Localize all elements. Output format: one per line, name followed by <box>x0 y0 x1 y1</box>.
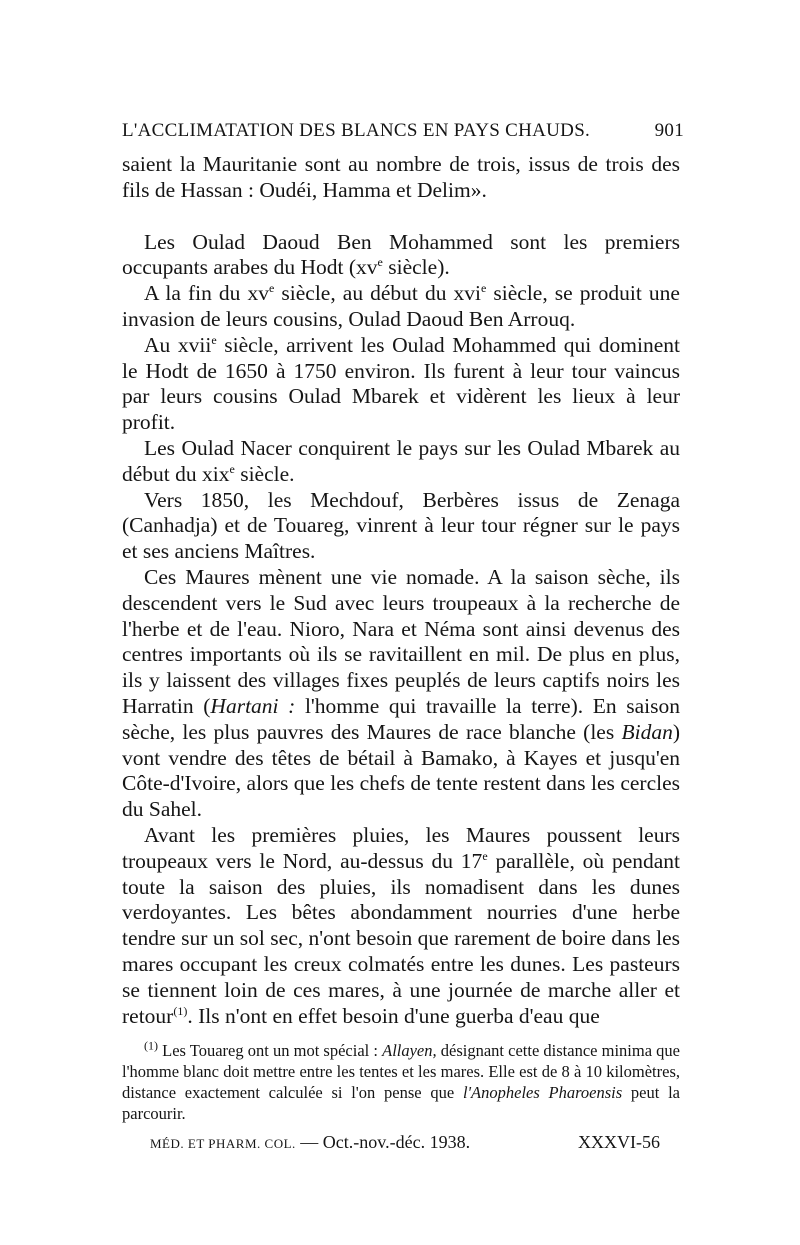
running-title: L'ACCLIMATATION DES BLANCS EN PAYS CHAUDS. <box>122 120 591 141</box>
paragraph-2-text: Les Oulad Daoud Ben Mohammed sont les premiers occupants arabes du Hodt (xv <box>122 229 680 280</box>
footnote-text-a: Les Touareg ont un mot spécial : <box>158 1041 383 1060</box>
italic-allayen: Allayen, <box>382 1041 437 1060</box>
italic-bidan: Bidan <box>621 719 673 744</box>
footnote-1 <box>122 1040 680 1124</box>
superscript: e <box>482 848 488 863</box>
paragraph-3-text-a: A la fin du xv <box>144 281 269 306</box>
footnote-text-c: peut la parcourir. <box>122 1083 680 1123</box>
paragraph-6-text: Vers 1850, les Mechdouf, Berbères issus de Zenaga (Canhadja) et de Touareg, vinrent à leur tour régner sur le pays et ses anciens Maîtres. <box>122 487 680 564</box>
paragraph-7-text-a: Ces Maures mènent une vie nomade. A la saison sèche, ils descendent vers le Sud avec leurs troupeaux à la recherche de l'herbe et de l'eau. Nioro, Nara et Néma sont ainsi devenus des centres importants où ils se ravitaillent en mil. De plus en plus, ils y laissent des villages fixes peuplés de leurs captifs noirs les Harratin ( <box>122 564 680 718</box>
footnote-marker: (1) <box>144 1038 158 1053</box>
running-header <box>122 120 684 142</box>
paragraph-7-text-c: ) vont vendre des têtes de bétail à Bamako, à Kayes et jusqu'en Côte-d'Ivoire, alors que les chefs de tente restent dans les cercles du Sahel. <box>122 719 680 822</box>
footnotes <box>122 1040 680 1124</box>
footer-date: Oct.-nov.-déc. 1938. <box>322 1132 471 1152</box>
paragraph-3 <box>122 281 680 333</box>
paragraph-2-end: siècle). <box>382 255 450 280</box>
paragraph-8-text-c: . Ils n'ont en effet besoin d'une guerba d'eau que <box>187 1003 600 1028</box>
paragraph-5-text-a: Les Oulad Nacer conquirent le pays sur les Oulad Mbarek au début du xix <box>122 435 680 486</box>
page-footer <box>150 1132 660 1153</box>
paragraph-4-text-b: siècle, arrivent les Oulad Mohammed qui dominent le Hodt de 1650 à 1750 environ. Ils furent à leur tour vaincus par leurs cousins Oulad Mbarek et vidèrent les lieux à leur profit. <box>122 332 680 435</box>
paragraph-7 <box>122 565 680 823</box>
body-text <box>122 152 680 1029</box>
paragraph-3-text-b: siècle, au début du xvi <box>274 281 482 306</box>
footnote-text-b: désignant cette distance minima que l'homme blanc doit mettre entre les tentes et les mares. Elle est de 8 à 10 kilomètres, distance exactement calculée si l'on pense que <box>122 1041 681 1102</box>
footer-journal: MÉD. ET PHARM. COL. <box>150 1136 296 1151</box>
superscript: e <box>211 332 217 347</box>
paragraph-8-text-a: Avant les premières pluies, les Maures poussent leurs troupeaux vers le Nord, au-dessus du 17 <box>122 822 680 873</box>
footer-signature: XXXVI-56 <box>578 1132 660 1152</box>
paragraph-4-text-a: Au xvii <box>144 332 212 357</box>
superscript: e <box>377 255 383 270</box>
paragraph-1 <box>122 152 680 204</box>
paragraph-5 <box>122 436 680 488</box>
paragraph-8-text-b: parallèle, où pendant toute la saison des pluies, ils nomadisent dans les dunes verdoyantes. Les bêtes abondamment nourries d'une herbe tendre sur un sol sec, n'ont besoin que rarement de boire dans les mares occupant les creux colmatés entre les dunes. Les pasteurs se tiennent loin de ces mares, à une journée de marche aller et retour <box>122 848 680 1028</box>
footer-dash: — <box>295 1132 323 1152</box>
paragraph-4 <box>122 333 680 436</box>
paragraph-1-text: saient la Mauritanie sont au nombre de trois, issus de trois des fils de Hassan : Oudéi, Hamma et Delim». <box>122 152 680 202</box>
superscript: e <box>269 281 275 296</box>
italic-anopheles: l'Anopheles Pharoensis <box>462 1083 623 1102</box>
paragraph-7-text-b: l'homme qui travaille la terre). En saison sèche, les plus pauvres des Maures de race blanche (les <box>122 693 681 744</box>
paragraph-8 <box>122 823 680 1029</box>
page-number: 901 <box>654 120 684 141</box>
footnote-reference: (1) <box>173 1003 188 1018</box>
paragraph-2 <box>122 230 680 282</box>
superscript: e <box>229 461 235 476</box>
footer-journal-line <box>150 1132 470 1153</box>
paragraph-3-text-c: siècle, se produit une invasion de leurs cousins, Oulad Daoud Ben Arrouq. <box>122 281 680 331</box>
superscript: e <box>481 281 487 296</box>
paragraph-5-text-b: siècle. <box>234 461 295 486</box>
paragraph-6 <box>122 488 680 565</box>
italic-hartani: Hartani : <box>210 693 296 718</box>
